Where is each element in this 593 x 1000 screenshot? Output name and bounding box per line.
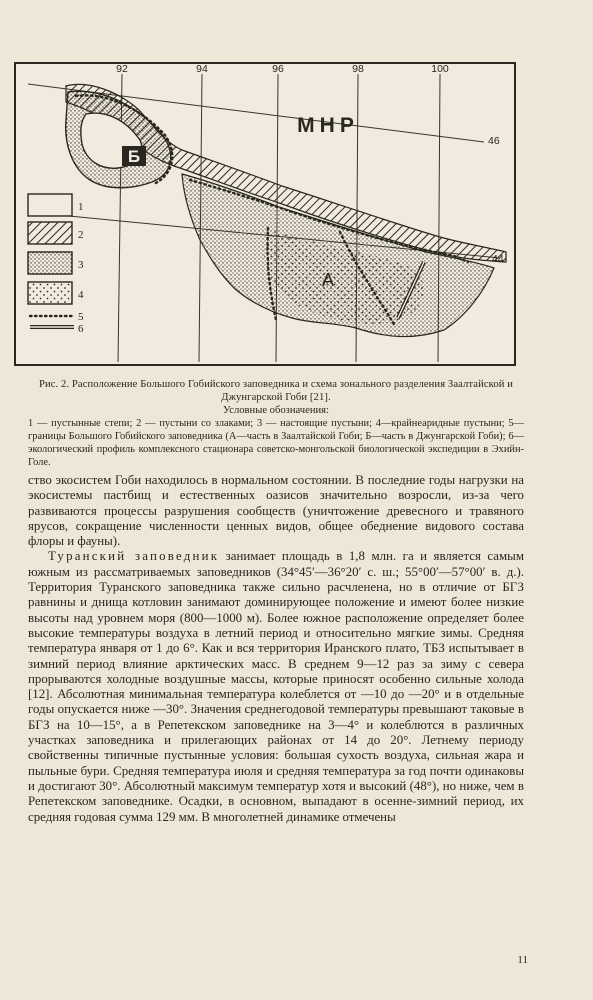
lon-label-94: 94 [196, 63, 208, 75]
legend-heading: Условные обозначения: [223, 405, 329, 416]
page-number: 11 [517, 954, 528, 966]
lon-label-92: 92 [116, 63, 128, 75]
legend-label-4: 4 [78, 289, 84, 301]
figure-caption-title: Рис. 2. Расположение Большого Гобийского заповедника и схема зонального разделения Заалтайской и Джунгарской Гоби [21]. [38, 379, 514, 403]
legend-label-5: 5 [78, 311, 84, 323]
lat-label-44: 44 [492, 253, 504, 265]
legend-label-1: 1 [78, 201, 84, 213]
body-text [28, 473, 524, 825]
lon-label-98: 98 [352, 63, 364, 75]
country-label: МНР [297, 114, 359, 137]
legend-box-1 [28, 194, 72, 216]
legend-label-6: 6 [78, 323, 84, 335]
paragraph-2 [28, 549, 524, 824]
legend-label-3: 3 [78, 259, 84, 271]
paragraph-1: ство экосистем Гоби находилось в нормальном состоянии. В последние годы нагрузки на экосистемы пастбищ и естественных оазисов значительно возросли, из-за чего развиваются процессы разрушения сообществ (уничтожение древесного и травяного ярусов, сокращение численности ценных видов, общее обеднение видового состава флоры и фауны). [28, 473, 524, 549]
legend-box-4 [28, 282, 72, 304]
legend-box-3 [28, 252, 72, 274]
map-svg [14, 62, 516, 366]
region-a-label: А [321, 270, 335, 290]
lon-label-100: 100 [431, 63, 449, 75]
reserve-name: Туранский заповедник [48, 549, 220, 564]
legend-description: 1 — пустынные степи; 2 — пустыни со злаками; 3 — настоящие пустыни; 4—крайнеаридные пустыни; 5—границы Большого Гобийского заповедника (А—часть в Заалтайской Гоби; Б—часть в Джунгарской Гоби); 6—экологический профиль комплексного стационара советско-монгольской биологической экспедиции в Эхийн-Голе. [28, 418, 524, 469]
lat-label-46: 46 [488, 135, 500, 147]
map-figure [14, 62, 516, 366]
region-b-label: Б [127, 147, 141, 166]
legend-box-2 [28, 222, 72, 244]
legend-label-2: 2 [78, 229, 84, 241]
lon-label-96: 96 [272, 63, 284, 75]
paragraph-2-text: занимает площадь в 1,8 млн. га и является самым южным из рассматриваемых заповедников (34°45′—36°20′ с. ш.; 55°00′—57°00′ в. д.). Территория Туранского заповедника также сильно расчленена, но в отличие от БГЗ равнины и днища котловин занимают доминирующее положение и имеют более низкие высоты над уровнем моря (800—1000 м). Более южное расположение определяет более высокие температуры воздуха в летний период и относительно мягкие зимы. Средняя температура января от 1 до 6°. Как и вся территория Иранского плато, ТБЗ испытывает в зимний период влияние арктических масс. В среднем 9—12 раз за зиму с севера прорываются холодные воздушные массы, которые приносят особенно сильные холода [12]. Абсолютная минимальная температура колеблется от —10 до —20° и в отдельные годы опускается ниже —30°. Значения среднегодовой температуры превышают таковые в БГЗ на 10—15°, а в Репетекском заповеднике на 3—4° и колеблются в различных участках заповедника и прилегающих районах от 14 до 20°. Летнему периоду свойственны типичные пустынные условия: большая сухость воздуха, сильная жара и пыльные бури. Средняя температура июля и средняя температура за год почти одинаковы и достигают 30°. Абсолютный максимум температур хотя и высокий (48°), но ниже, чем в Репетекском заповеднике. Осадки, в основном, выпадают в осенне-зимний период, их средняя годовая сумма 129 мм. В многолетней динамике отмечены [28, 549, 524, 824]
